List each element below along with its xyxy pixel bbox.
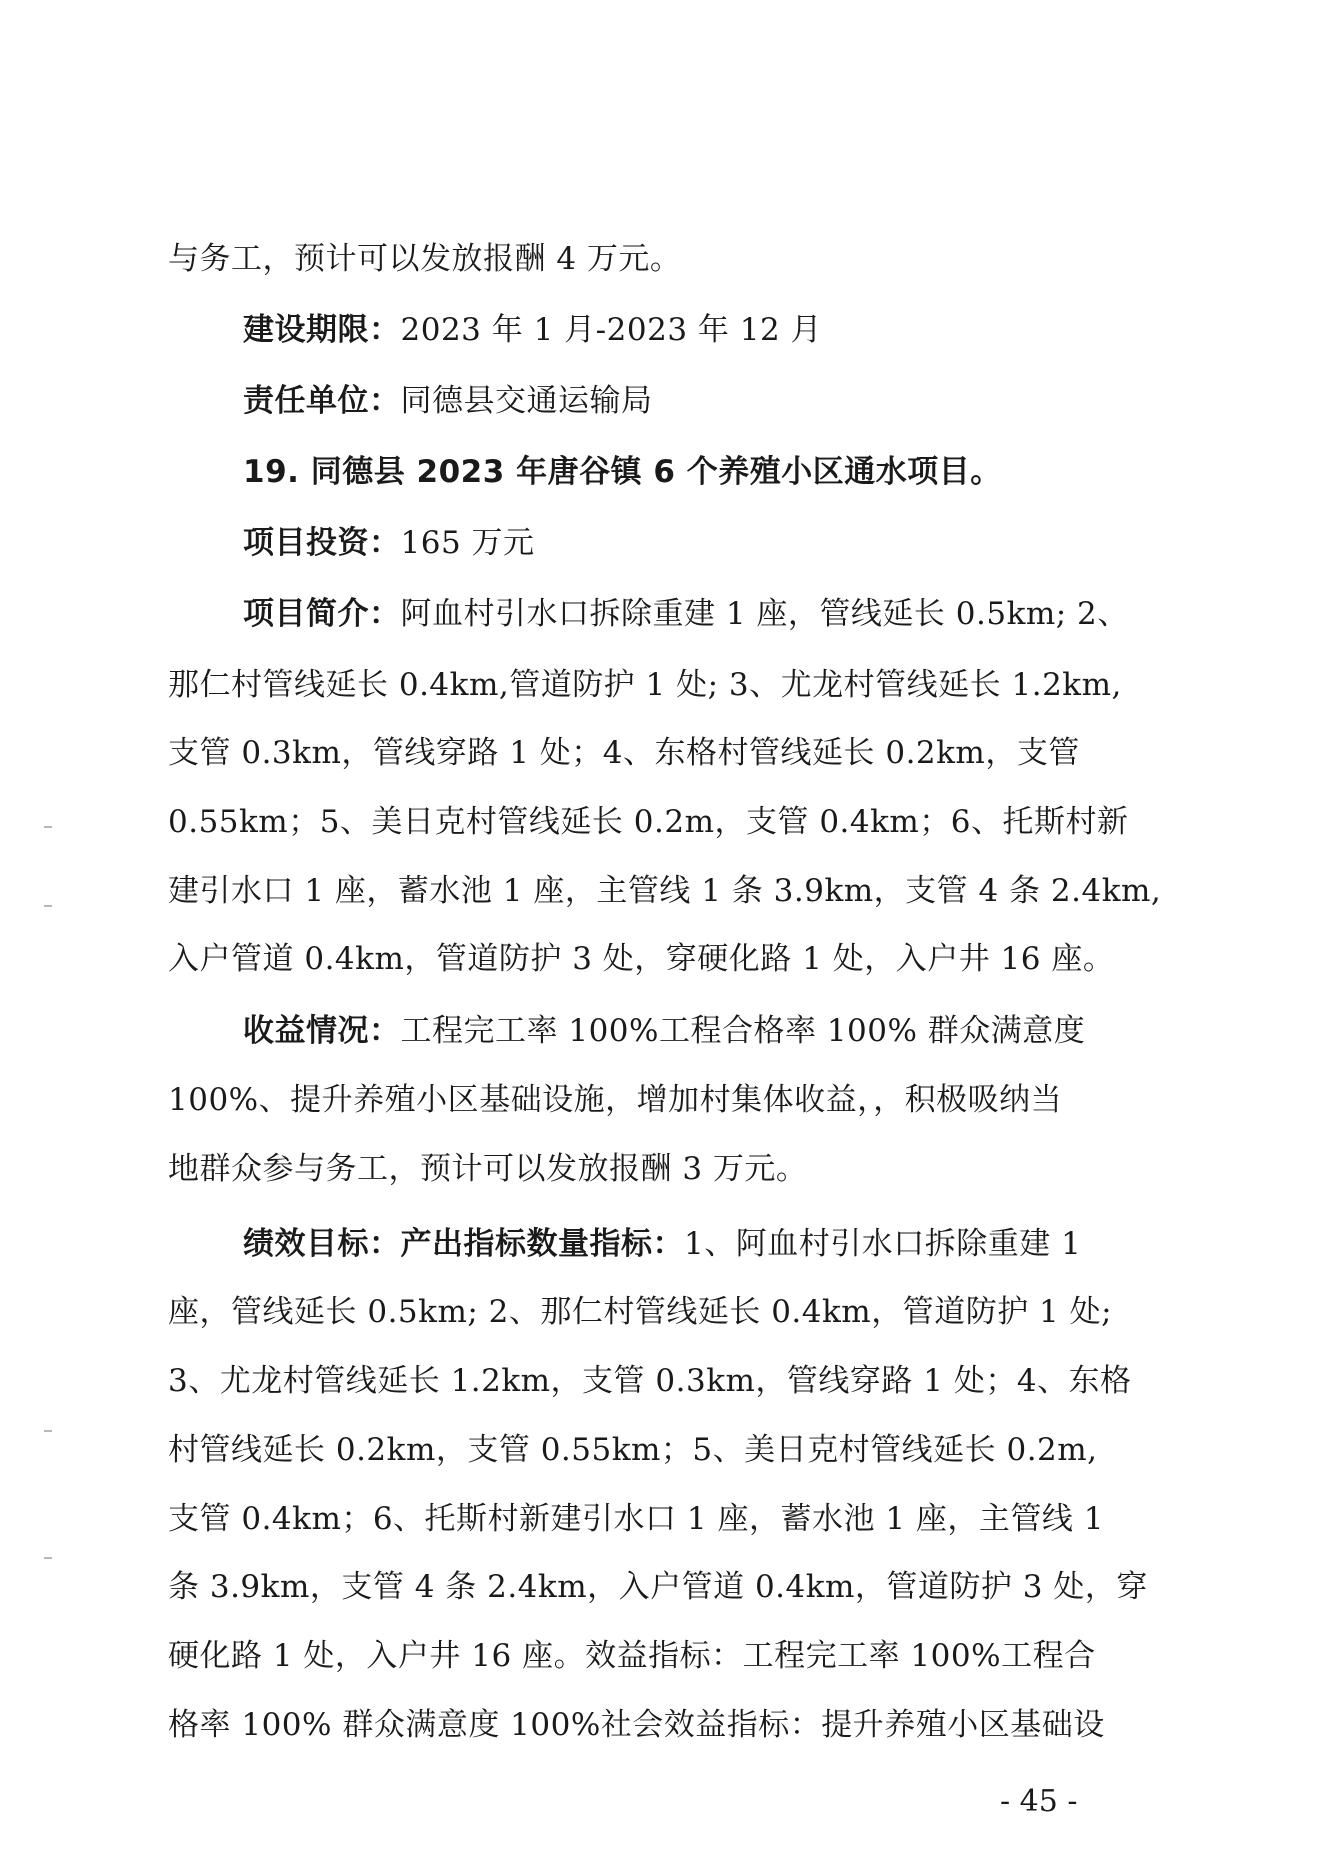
line-text: 那仁村管线延长 0.4km,管道防护 1 处; 3、尤龙村管线延长 1.2km, [168,667,1122,703]
binding-margin-mark [44,826,52,828]
performance-goal-text: 1、阿血村引水口拆除重建 1 [684,1226,1082,1262]
text-line [168,1556,1158,1618]
line-text: 100%、提升养殖小区基础设施，增加村集体收益，，积极吸纳当 [168,1082,1063,1118]
page-number: - 45 - [1000,1784,1078,1819]
text-line [168,1281,1158,1343]
text-line [168,1138,1158,1200]
binding-margin-mark [44,1557,52,1559]
line-text: 村管线延长 0.2km，支管 0.55km；5、美日克村管线延长 0.2m, [168,1432,1098,1468]
text-line [168,1069,1158,1131]
line-text: 支管 0.4km；6、托斯村新建引水口 1 座，蓄水池 1 座，主管线 1 [168,1501,1104,1537]
binding-margin-mark [44,905,52,907]
line-text: 地群众参与务工，预计可以发放报酬 3 万元。 [168,1151,808,1187]
project-investment-line [243,512,1158,574]
line-text: 3、尤龙村管线延长 1.2km，支管 0.3km，管线穿路 1 处；4、东格 [168,1363,1132,1399]
project-investment-label: 项目投资： [243,525,401,561]
benefit-text: 工程完工率 100%工程合格率 100% 群众满意度 [400,1013,1086,1049]
construction-period-line [243,299,1158,361]
text-line [168,654,1158,716]
project-investment-value: 165 万元 [400,525,535,561]
text-line [168,722,1158,784]
project-intro-line [243,583,1158,645]
line-text: 条 3.9km，支管 4 条 2.4km，入户管道 0.4km，管道防护 3 处，穿 [168,1569,1148,1605]
responsible-unit-line [243,370,1158,432]
line-text: 座，管线延长 0.5km; 2、那仁村管线延长 0.4km，管道防护 1 处; [168,1294,1113,1330]
text-line [168,860,1162,922]
performance-goal-line [243,1213,1158,1275]
construction-period-label: 建设期限： [243,312,401,348]
section-heading-line [243,441,1158,503]
section-heading: 19. 同德县 2023 年唐谷镇 6 个养殖小区通水项目。 [243,454,1002,490]
project-intro-label: 项目简介： [243,596,401,632]
responsible-unit-value: 同德县交通运输局 [400,383,653,419]
line-text: 建引水口 1 座，蓄水池 1 座，主管线 1 条 3.9km，支管 4 条 2.4km, [168,873,1162,909]
text-line [168,228,1158,290]
performance-goal-label: 绩效目标：产出指标数量指标： [243,1226,684,1262]
line-text: 硬化路 1 处，入户井 16 座。效益指标：工程完工率 100%工程合 [168,1638,1096,1674]
text-line [168,928,1158,990]
benefit-line [243,1000,1158,1062]
line-text: 入户管道 0.4km，管道防护 3 处，穿硬化路 1 处，入户井 16 座。 [168,941,1115,977]
binding-margin-mark [44,1430,52,1432]
benefit-label: 收益情况： [243,1013,401,1049]
line-text: 支管 0.3km，管线穿路 1 处；4、东格村管线延长 0.2km，支管 [168,735,1080,771]
text-line [168,1694,1158,1756]
text-line [168,1625,1158,1687]
project-intro-text: 阿血村引水口拆除重建 1 座，管线延长 0.5km; 2、 [400,596,1129,632]
construction-period-value: 2023 年 1 月-2023 年 12 月 [400,312,823,348]
text-line [168,1419,1158,1481]
text-line [168,1488,1158,1550]
responsible-unit-label: 责任单位： [243,383,401,419]
text-line [168,1350,1158,1412]
line-text: 与务工，预计可以发放报酬 4 万元。 [168,241,682,277]
line-text: 0.55km；5、美日克村管线延长 0.2m，支管 0.4km；6、托斯村新 [168,804,1129,840]
text-line [168,791,1158,853]
line-text: 格率 100% 群众满意度 100%社会效益指标：提升养殖小区基础设 [168,1707,1105,1743]
